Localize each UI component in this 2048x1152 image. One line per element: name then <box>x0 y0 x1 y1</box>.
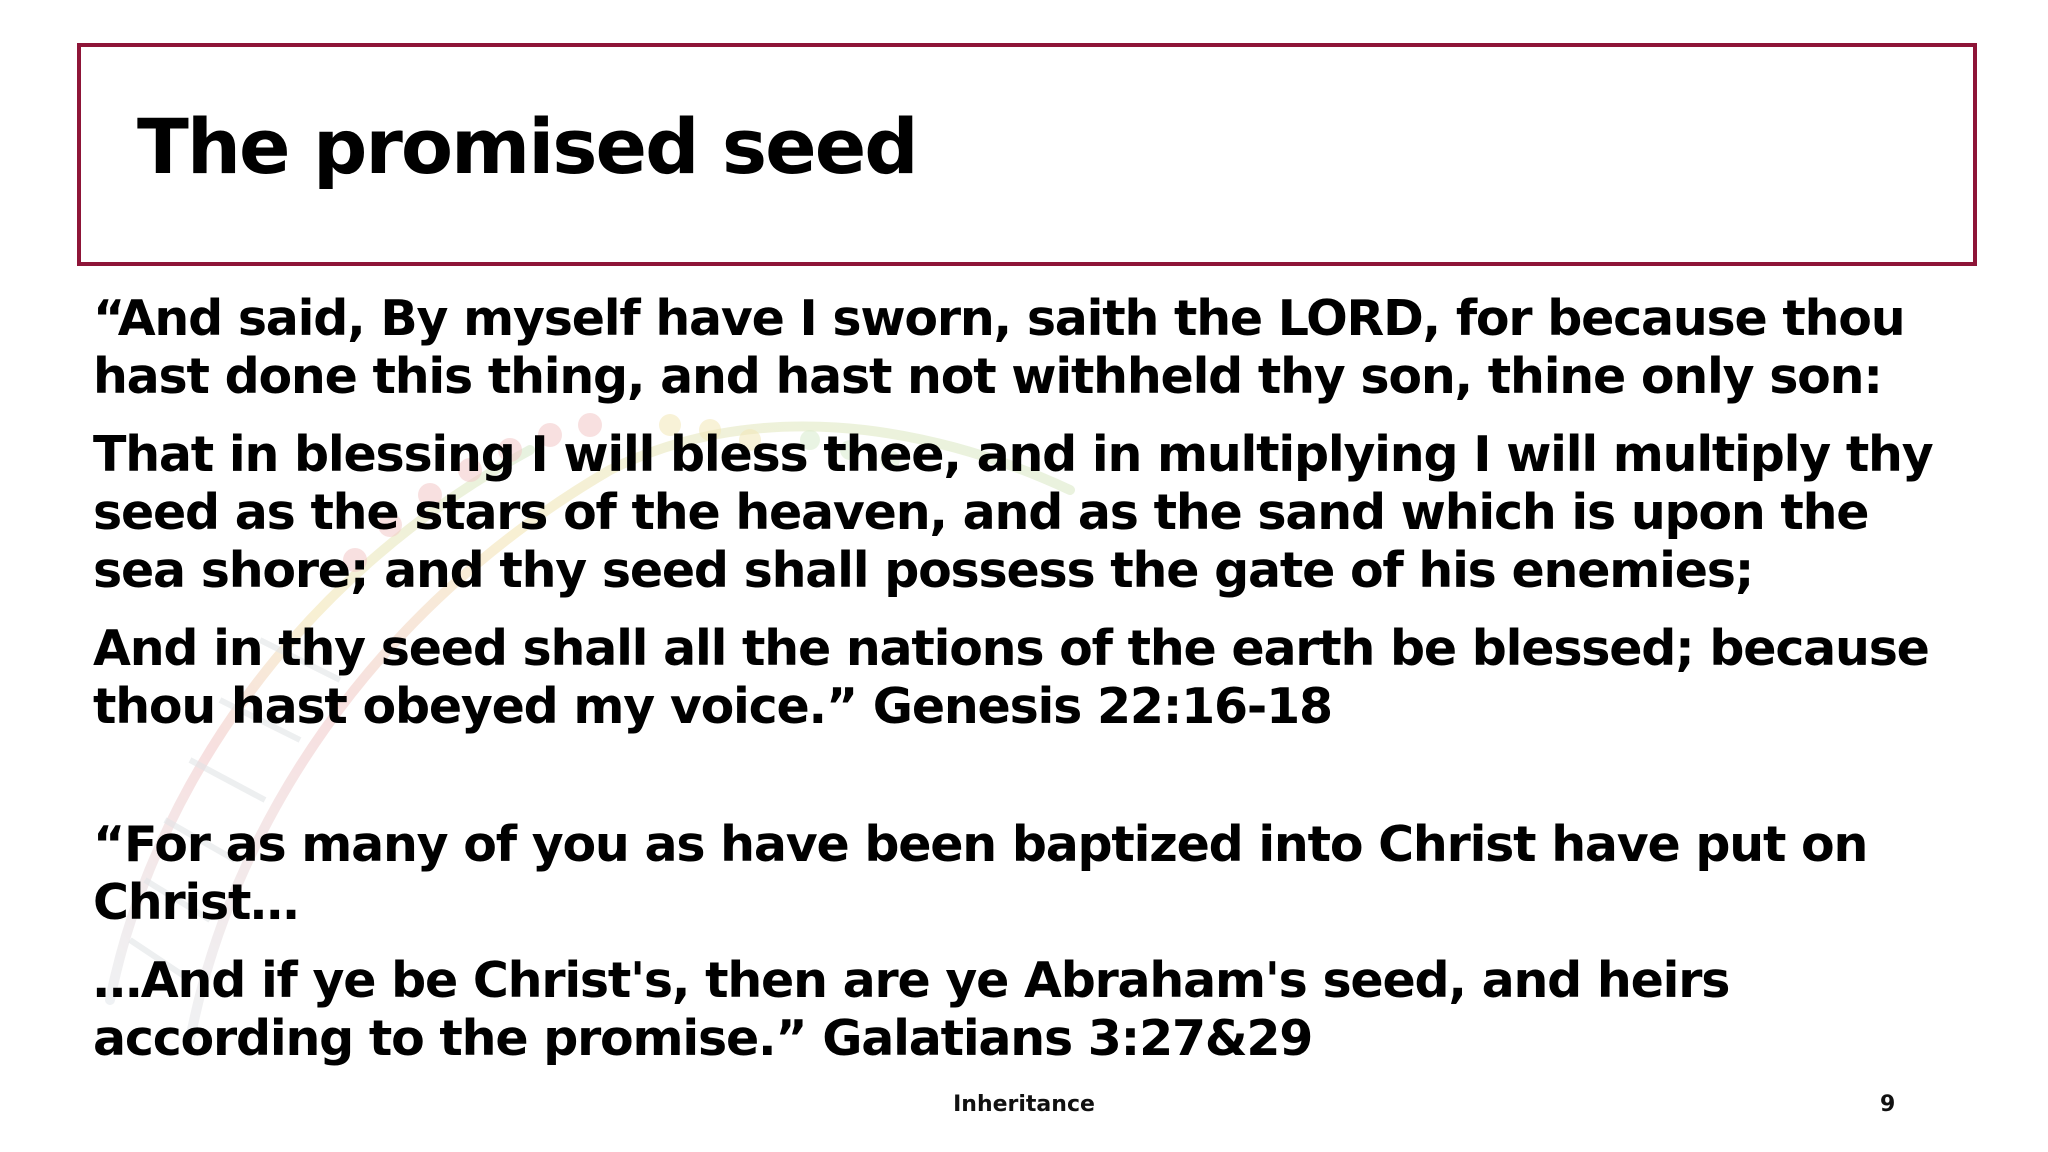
page-number: 9 <box>1880 1092 1896 1117</box>
footer-title: Inheritance <box>953 1092 1095 1117</box>
verse-paragraph: “For as many of you as have been baptized into Christ have put on Christ… <box>93 816 1868 931</box>
paragraph-spacer <box>93 756 1963 816</box>
verse-paragraph: That in blessing I will bless thee, and in multiplying I will multiply thy seed as the stars of the heaven, and as the sand which is upon the sea shore; and thy seed shall possess the gate of his enemies; <box>93 426 1933 599</box>
verse-paragraph: …And if ye be Christ's, then are ye Abraham's seed, and heirs according to the promise.” Galatians 3:27&29 <box>93 952 1730 1067</box>
slide-body <box>93 290 1963 1088</box>
title-box <box>77 43 1977 266</box>
verse-paragraph: “And said, By myself have I sworn, saith the LORD, for because thou hast done this thing, and hast not withheld thy son, thine only son: <box>93 290 1905 405</box>
verse-paragraph: And in thy seed shall all the nations of the earth be blessed; because thou hast obeyed my voice.” Genesis 22:16-18 <box>93 620 1929 735</box>
slide-title: The promised seed <box>137 102 917 191</box>
